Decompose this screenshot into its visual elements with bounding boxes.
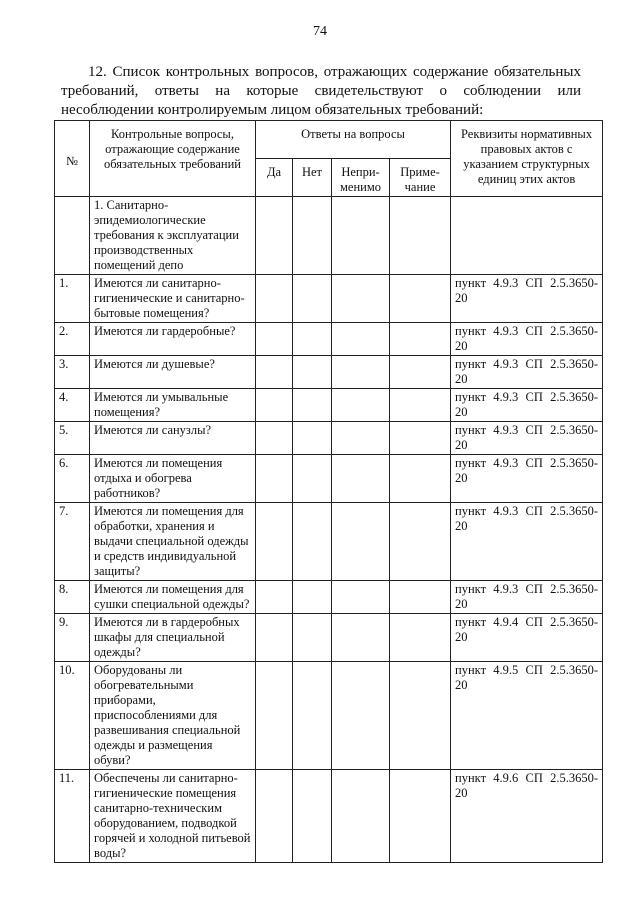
answer-not-applicable-cell bbox=[332, 662, 390, 770]
header-row bbox=[55, 121, 603, 159]
answer-not-applicable-cell bbox=[332, 770, 390, 863]
answer-yes-cell bbox=[256, 356, 293, 389]
answer-yes-cell bbox=[256, 455, 293, 503]
answer-not-applicable-cell bbox=[332, 581, 390, 614]
table-row bbox=[55, 662, 603, 770]
row-number: 4. bbox=[55, 389, 90, 422]
row-question: Обеспечены ли санитарно-гигиенические помещения санитарно-техническим оборудованием, подводкой горячей и холодной питьевой воды? bbox=[90, 770, 256, 863]
answer-not-applicable-cell bbox=[332, 422, 390, 455]
section-number-cell bbox=[55, 197, 90, 275]
table-row bbox=[55, 356, 603, 389]
header-note: Приме-чание bbox=[390, 159, 451, 197]
answer-note-cell bbox=[390, 455, 451, 503]
page-number: 74 bbox=[313, 24, 327, 39]
row-question: Имеются ли санузлы? bbox=[90, 422, 256, 455]
table-row bbox=[55, 275, 603, 323]
row-number: 1. bbox=[55, 275, 90, 323]
table-row bbox=[55, 389, 603, 422]
answer-no-cell bbox=[293, 275, 332, 323]
row-requisites: пункт 4.9.3 СП 2.5.3650-20 bbox=[451, 581, 603, 614]
answer-no-cell bbox=[293, 503, 332, 581]
answer-not-applicable-cell bbox=[332, 614, 390, 662]
row-question: Имеются ли помещения отдыха и обогрева работников? bbox=[90, 455, 256, 503]
row-question: Имеются ли умывальные помещения? bbox=[90, 389, 256, 422]
row-requisites: пункт 4.9.3 СП 2.5.3650-20 bbox=[451, 422, 603, 455]
row-question: Имеются ли помещения для сушки специальной одежды? bbox=[90, 581, 256, 614]
answer-yes-cell bbox=[256, 503, 293, 581]
answer-no-cell bbox=[293, 323, 332, 356]
row-requisites: пункт 4.9.5 СП 2.5.3650-20 bbox=[451, 662, 603, 770]
answer-not-applicable-cell bbox=[332, 275, 390, 323]
table-row bbox=[55, 503, 603, 581]
answer-not-applicable-cell bbox=[332, 389, 390, 422]
answer-not-applicable-cell bbox=[332, 503, 390, 581]
answer-note-cell bbox=[390, 323, 451, 356]
section-title: 1. Санитарно-эпидемиологические требования к эксплуатации производственных помещений депо bbox=[90, 197, 256, 275]
row-number: 11. bbox=[55, 770, 90, 863]
row-requisites: пункт 4.9.3 СП 2.5.3650-20 bbox=[451, 389, 603, 422]
row-number: 9. bbox=[55, 614, 90, 662]
row-question: Имеются ли в гардеробных шкафы для специальной одежды? bbox=[90, 614, 256, 662]
answer-note-cell bbox=[390, 389, 451, 422]
row-number: 3. bbox=[55, 356, 90, 389]
row-requisites: пункт 4.9.4 СП 2.5.3650-20 bbox=[451, 614, 603, 662]
answer-cell bbox=[256, 197, 293, 275]
answer-cell bbox=[332, 197, 390, 275]
row-number: 7. bbox=[55, 503, 90, 581]
answer-no-cell bbox=[293, 356, 332, 389]
intro-paragraph: 12. Список контрольных вопросов, отражающих содержание обязательных требований, ответы на которые свидетельствуют о соблюдении или несоблюдении контролируемым лицом обязательных требований: bbox=[61, 64, 581, 118]
row-requisites: пункт 4.9.3 СП 2.5.3650-20 bbox=[451, 323, 603, 356]
table-row bbox=[55, 455, 603, 503]
table-row bbox=[55, 770, 603, 863]
row-requisites: пункт 4.9.3 СП 2.5.3650-20 bbox=[451, 503, 603, 581]
header-answers: Ответы на вопросы bbox=[256, 121, 451, 159]
answer-not-applicable-cell bbox=[332, 455, 390, 503]
answer-yes-cell bbox=[256, 422, 293, 455]
row-requisites: пункт 4.9.6 СП 2.5.3650-20 bbox=[451, 770, 603, 863]
header-yes: Да bbox=[256, 159, 293, 197]
header-requisites: Реквизиты нормативных правовых актов с указанием структурных единиц этих актов bbox=[451, 121, 603, 197]
table-row bbox=[55, 581, 603, 614]
section-row bbox=[55, 197, 603, 275]
answer-no-cell bbox=[293, 581, 332, 614]
header-not-applicable: Непри-менимо bbox=[332, 159, 390, 197]
answer-not-applicable-cell bbox=[332, 323, 390, 356]
row-requisites: пункт 4.9.3 СП 2.5.3650-20 bbox=[451, 455, 603, 503]
answer-note-cell bbox=[390, 503, 451, 581]
row-question: Имеются ли гардеробные? bbox=[90, 323, 256, 356]
table-row bbox=[55, 323, 603, 356]
answer-cell bbox=[390, 197, 451, 275]
answer-yes-cell bbox=[256, 581, 293, 614]
checklist-table bbox=[54, 120, 603, 863]
answer-no-cell bbox=[293, 389, 332, 422]
row-question: Оборудованы ли обогревательными приборами, приспособлениями для развешивания специальной одежды и размещения обуви? bbox=[90, 662, 256, 770]
answer-yes-cell bbox=[256, 770, 293, 863]
row-number: 6. bbox=[55, 455, 90, 503]
answer-no-cell bbox=[293, 614, 332, 662]
header-number: № bbox=[55, 121, 90, 197]
answer-note-cell bbox=[390, 275, 451, 323]
answer-note-cell bbox=[390, 356, 451, 389]
answer-not-applicable-cell bbox=[332, 356, 390, 389]
table-row bbox=[55, 422, 603, 455]
header-question: Контрольные вопросы, отражающие содержание обязательных требований bbox=[90, 121, 256, 197]
row-question: Имеются ли душевые? bbox=[90, 356, 256, 389]
answer-no-cell bbox=[293, 770, 332, 863]
table-row bbox=[55, 614, 603, 662]
answer-note-cell bbox=[390, 662, 451, 770]
row-requisites: пункт 4.9.3 СП 2.5.3650-20 bbox=[451, 356, 603, 389]
row-number: 2. bbox=[55, 323, 90, 356]
answer-note-cell bbox=[390, 422, 451, 455]
header-no: Нет bbox=[293, 159, 332, 197]
requisites-cell bbox=[451, 197, 603, 275]
answer-yes-cell bbox=[256, 614, 293, 662]
answer-yes-cell bbox=[256, 275, 293, 323]
row-question: Имеются ли помещения для обработки, хранения и выдачи специальной одежды и средств индивидуальной защиты? bbox=[90, 503, 256, 581]
answer-note-cell bbox=[390, 770, 451, 863]
answer-no-cell bbox=[293, 455, 332, 503]
row-number: 8. bbox=[55, 581, 90, 614]
answer-note-cell bbox=[390, 614, 451, 662]
answer-note-cell bbox=[390, 581, 451, 614]
answer-yes-cell bbox=[256, 323, 293, 356]
answer-yes-cell bbox=[256, 389, 293, 422]
row-requisites: пункт 4.9.3 СП 2.5.3650-20 bbox=[451, 275, 603, 323]
answer-yes-cell bbox=[256, 662, 293, 770]
row-question: Имеются ли санитарно-гигиенические и санитарно-бытовые помещения? bbox=[90, 275, 256, 323]
row-number: 5. bbox=[55, 422, 90, 455]
answer-no-cell bbox=[293, 422, 332, 455]
answer-cell bbox=[293, 197, 332, 275]
row-number: 10. bbox=[55, 662, 90, 770]
answer-no-cell bbox=[293, 662, 332, 770]
